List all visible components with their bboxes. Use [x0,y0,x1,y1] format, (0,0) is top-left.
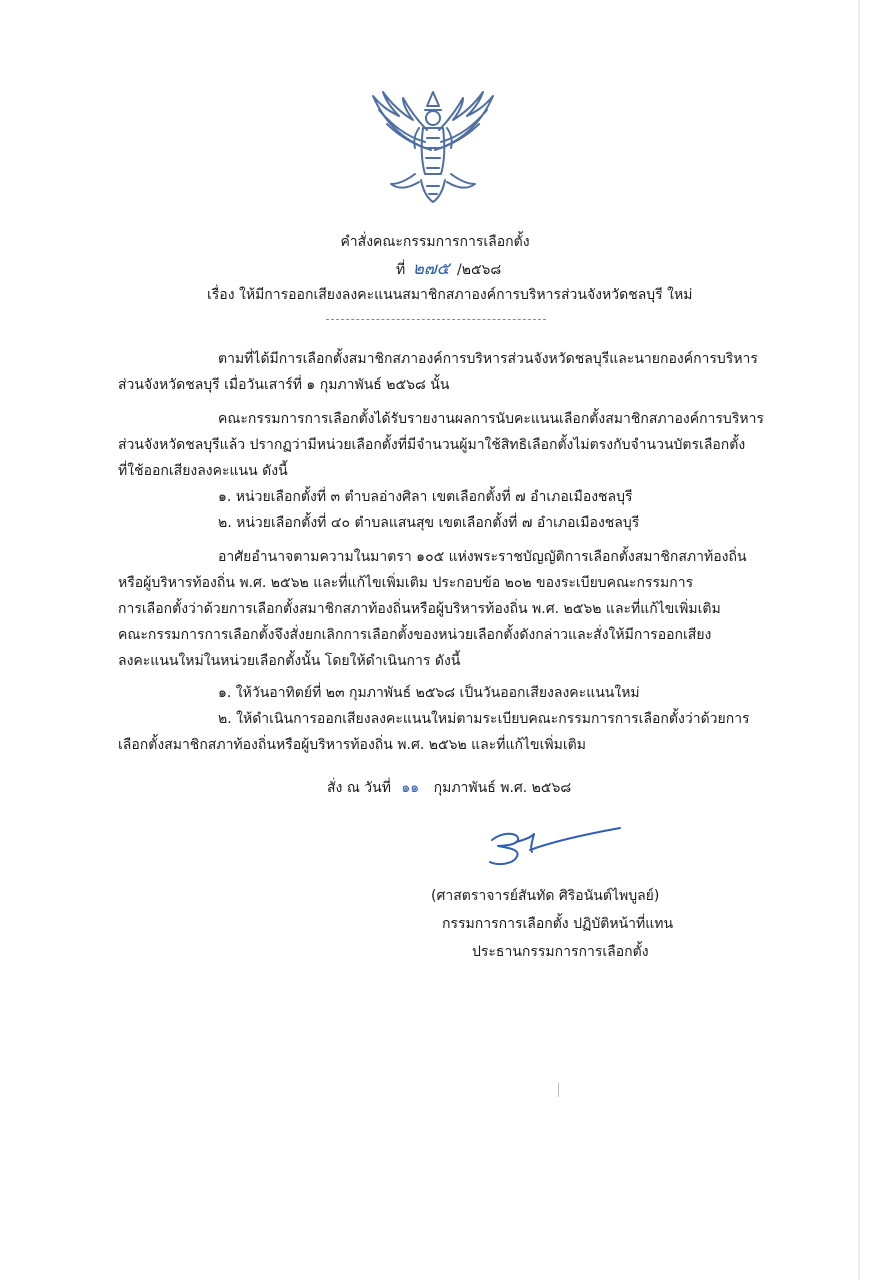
paragraph-line: ที่ใช้ออกเสียงลงคะแนน ดังนี้ [118,463,288,479]
page-edge-line [858,0,860,1280]
paragraph-1 [118,346,758,398]
list-item: ๑. หน่วยเลือกตั้งที่ ๓ ตำบลอ่างศิลา เขตเลือกตั้งที่ ๗ อำเภอเมืองชลบุรี [218,489,633,505]
actions-list [118,680,750,758]
list-item: ๑. ให้วันอาทิตย์ที่ ๒๓ กุมภาพันธ์ ๒๕๖๘ เป็นวันออกเสียงลงคะแนนใหม่ [218,685,640,701]
subject-divider [326,319,546,320]
issuer-title: คำสั่งคณะกรรมการการเลือกตั้ง [340,234,530,250]
ordered-month-year: กุมภาพันธ์ พ.ศ. ๒๕๖๘ [433,780,572,796]
list-item: ๒. ให้ดำเนินการออกเสียงลงคะแนนใหม่ตามระเบียบคณะกรรมการการเลือกตั้งว่าด้วยการ [218,711,750,727]
ordered-day: ๑๑ [401,780,420,796]
paragraph-3 [118,544,747,674]
order-prefix: ที่ [396,262,406,278]
paragraph-line: อาศัยอำนาจตามความในมาตรา ๑๐๕ แห่งพระราชบัญญัติการเลือกตั้งสมาชิกสภาท้องถิ่น [218,549,747,565]
paragraph-line: ลงคะแนนใหม่ในหน่วยเลือกตั้งนั้น โดยให้ดำเนินการ ดังนี้ [118,653,461,669]
garuda-emblem-icon [369,88,497,206]
paragraph-line: คณะกรรมการการเลือกตั้งได้รับรายงานผลการนับคะแนนเลือกตั้งสมาชิกสภาองค์การบริหาร [218,411,764,427]
order-year: /๒๕๖๘ [457,262,502,278]
scan-mark [558,1083,559,1097]
signature-image [486,822,624,872]
order-number: ๒๗๕ [412,259,450,279]
ordered-date-line [327,778,571,798]
subject-line: เรื่อง ให้มีการออกเสียงลงคะแนนสมาชิกสภาองค์การบริหารส่วนจังหวัดชลบุรี ใหม่ [207,287,693,303]
order-number-line [396,255,501,282]
signer-name: (ศาสตราจารย์สันทัด ศิริอนันต์ไพบูลย์) [431,888,660,904]
signer-title: กรรมการการเลือกตั้ง ปฏิบัติหน้าที่แทน [442,916,674,932]
polling-units-list [218,484,639,536]
paragraph-line: การเลือกตั้งว่าด้วยการเลือกตั้งสมาชิกสภาท้องถิ่นหรือผู้บริหารท้องถิ่น พ.ศ. ๒๕๖๒ และที่แก้ไขเพิ่มเติม [118,601,721,617]
list-item: เลือกตั้งสมาชิกสภาท้องถิ่นหรือผู้บริหารท้องถิ่น พ.ศ. ๒๕๖๒ และที่แก้ไขเพิ่มเติม [118,737,586,753]
paragraph-line: ส่วนจังหวัดชลบุรีแล้ว ปรากฏว่ามีหน่วยเลือกตั้งที่มีจำนวนผู้มาใช้สิทธิเลือกตั้งไม่ตรงกับจำนวนบัตรเลือกตั้ง [118,437,746,453]
paragraph-line: ส่วนจังหวัดชลบุรี เมื่อวันเสาร์ที่ ๑ กุมภาพันธ์ ๒๕๖๘ นั้น [118,377,450,393]
paragraph-line: ตามที่ได้มีการเลือกตั้งสมาชิกสภาองค์การบริหารส่วนจังหวัดชลบุรีและนายกองค์การบริหาร [218,351,758,367]
ordered-prefix: สั่ง ณ วันที่ [327,780,391,796]
paragraph-line: หรือผู้บริหารท้องถิ่น พ.ศ. ๒๕๖๒ และที่แก้ไขเพิ่มเติม ประกอบข้อ ๒๐๒ ของระเบียบคณะกรรมการ [118,575,694,591]
paragraph-2 [118,406,764,484]
signer-role: ประธานกรรมการการเลือกตั้ง [472,944,649,960]
list-item: ๒. หน่วยเลือกตั้งที่ ๔๐ ตำบลแสนสุข เขตเลือกตั้งที่ ๗ อำเภอเมืองชลบุรี [218,515,640,531]
paragraph-line: คณะกรรมการการเลือกตั้งจึงสั่งยกเลิกการเลือกตั้งของหน่วยเลือกตั้งดังกล่าวและสั่งให้มีการออกเสียง [118,627,712,643]
